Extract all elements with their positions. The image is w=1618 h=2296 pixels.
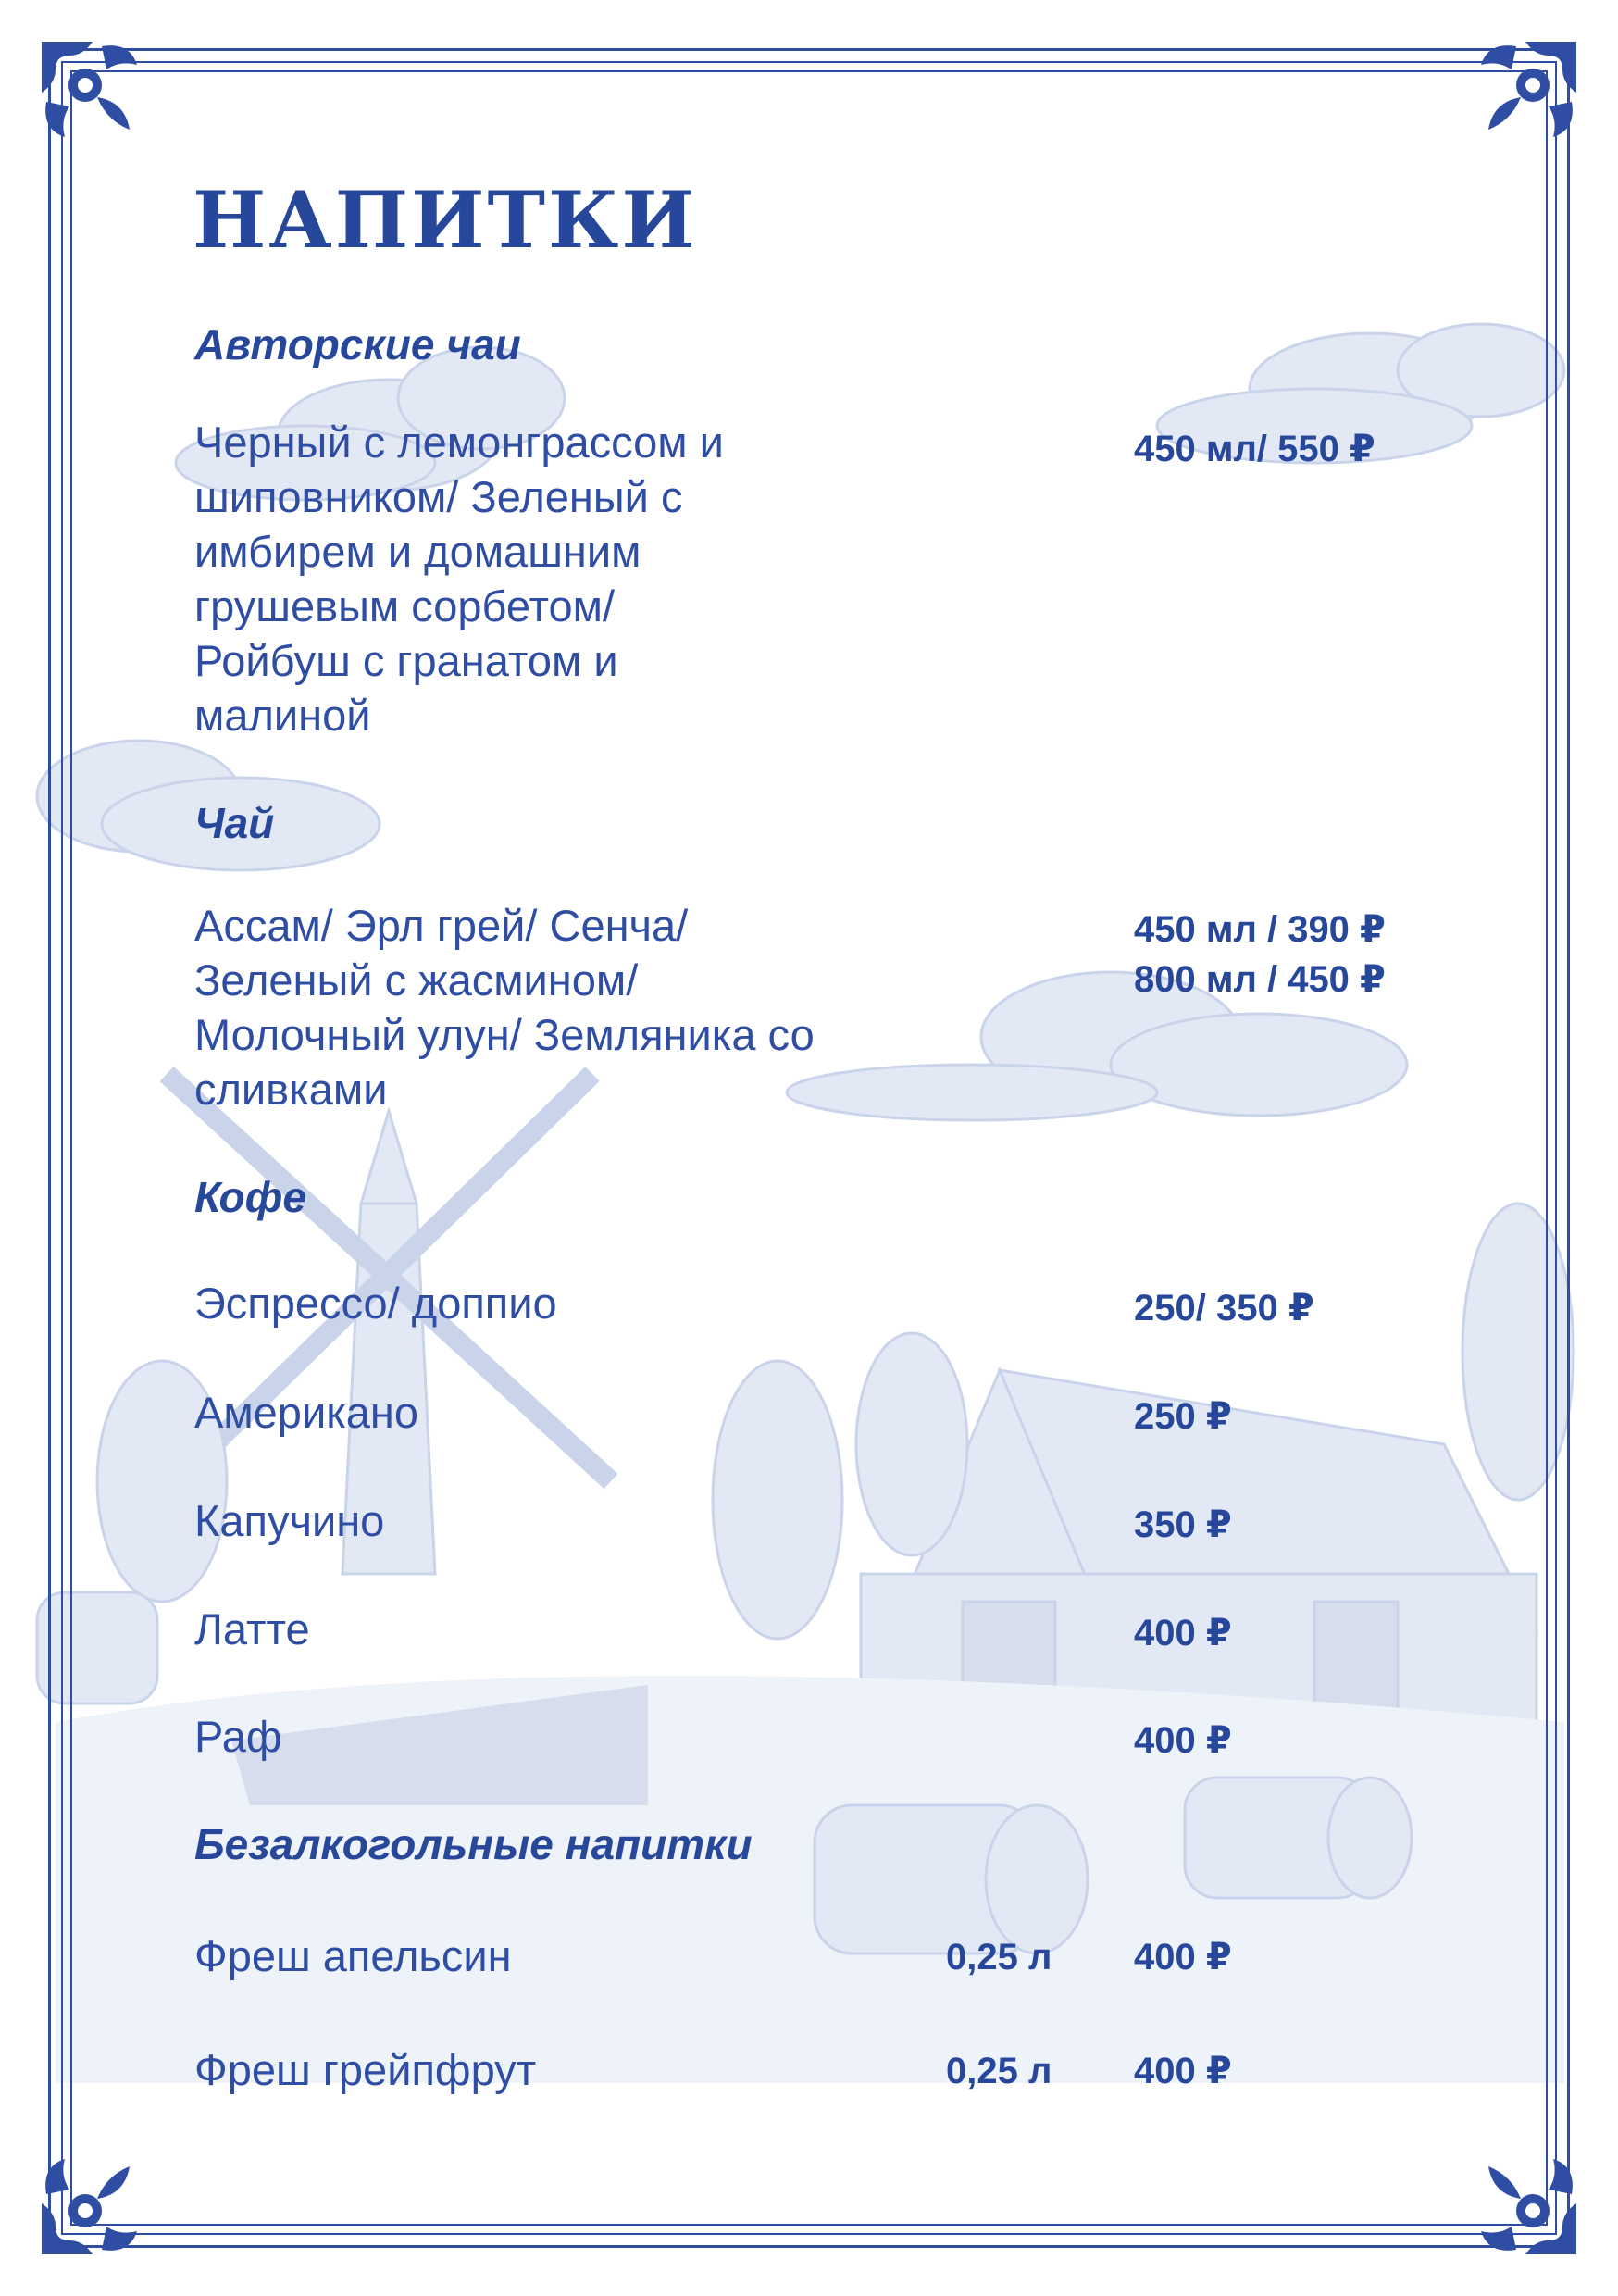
menu-item-price: 400 ₽ xyxy=(1134,2051,1232,2091)
section-heading-soft-drinks: Безалкогольные напитки xyxy=(194,1820,753,1868)
menu-item-volume: 0,25 л xyxy=(946,1937,1052,1978)
inner-border xyxy=(70,70,1548,2226)
menu-item-name: Фреш апельсин xyxy=(194,1931,512,1980)
ornament-corner-icon xyxy=(28,2148,148,2268)
menu-item-name: Эспрессо/ доппио xyxy=(194,1279,557,1328)
menu-item-name: Фреш грейпфрут xyxy=(194,2045,537,2094)
menu-item-price: 450 мл/ 550 ₽ xyxy=(1134,429,1375,469)
menu-item-price: 400 ₽ xyxy=(1134,1937,1232,1978)
menu-item-price: 250/ 350 ₽ xyxy=(1134,1288,1314,1329)
menu-item-price: 400 ₽ xyxy=(1134,1613,1232,1653)
section-heading-tea: Чай xyxy=(194,799,275,847)
menu-item-price: 350 ₽ xyxy=(1134,1504,1232,1545)
menu-item-name: Латте xyxy=(194,1604,310,1653)
menu-item-name: Американо xyxy=(194,1388,419,1437)
page-title: НАПИТКИ xyxy=(193,174,698,266)
menu-item-name: Раф xyxy=(194,1712,282,1761)
menu-item-price: 250 ₽ xyxy=(1134,1396,1232,1437)
menu-item-price: 400 ₽ xyxy=(1134,1720,1232,1761)
section-heading-coffee: Кофе xyxy=(194,1173,306,1221)
menu-item-price: 450 мл / 390 ₽ xyxy=(1134,909,1386,950)
menu-item-name: Ассам/ Эрл грей/ Сенча/ Зеленый с жасмином/ Молочный улун/ Земляника со сливками xyxy=(194,901,815,1114)
ornament-corner-icon xyxy=(1470,2148,1590,2268)
ornament-corner-icon xyxy=(28,28,148,148)
menu-item-price-large: 800 мл / 450 ₽ xyxy=(1134,959,1386,1000)
section-heading-author-teas: Авторские чаи xyxy=(194,320,521,368)
menu-item-name: Капучино xyxy=(194,1496,385,1545)
ornament-corner-icon xyxy=(1470,28,1590,148)
menu-item-name: Черный с лемонграссом и шиповником/ Зеленый с имбирем и домашним грушевым сорбетом/ Ройбуш с гранатом и малиной xyxy=(194,418,724,740)
menu-item-volume: 0,25 л xyxy=(946,2051,1052,2091)
